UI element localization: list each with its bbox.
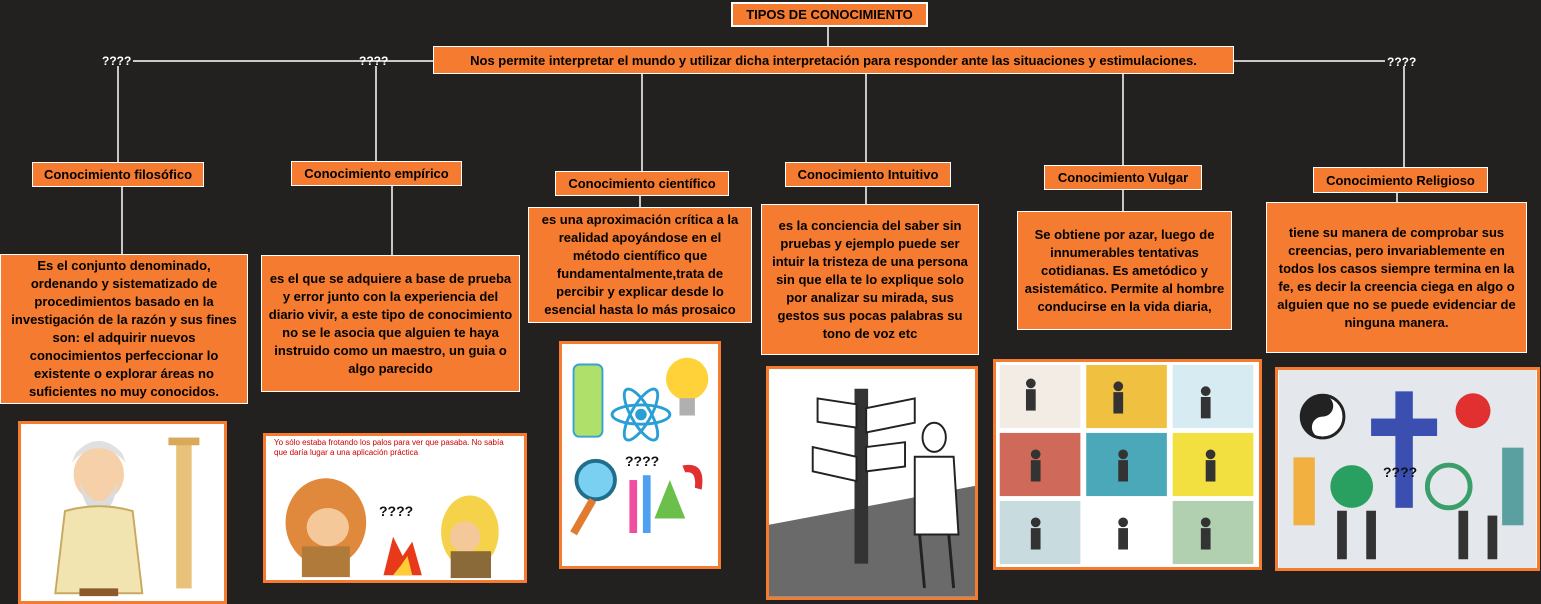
- science-icons-illustration: [559, 341, 721, 569]
- branch-label-right: ????: [1387, 55, 1417, 69]
- description-empirico: es el que se adquiere a base de prueba y error junto con la experiencia del diario vivir, a este tipo de conocimiento no se le asocia que alguien te haya instruido como un maestro, un guia o algo parecido: [261, 255, 520, 392]
- category-intuitivo: Conocimiento Intuitivo: [785, 162, 951, 187]
- cave-people-comic: [263, 433, 527, 583]
- description-intuitivo: es la conciencia del saber sin pruebas y ejemplo puede ser intuir la tristeza de una persona sin que ella te lo explique solo por analizar su mirada, sus gestos sus pocas palabras su tono de voz etc: [761, 204, 979, 355]
- description-vulgar: Se obtiene por azar, luego de innumerables tentativas cotidianas. Es ametódico y asistemático. Permite al hombre conducirse en la vida diaria,: [1017, 211, 1232, 330]
- description-religioso: tiene su manera de comprobar sus creencias, pero invariablemente en todos los casos siempre termina en la fe, es decir la creencia ciega en algo o alguien que no se puede evidenciar de ninguna manera.: [1266, 202, 1527, 353]
- category-filosofico: Conocimiento filosófico: [32, 162, 204, 187]
- image-caption-empirico: ????: [379, 503, 414, 519]
- image-caption-religioso: ????: [1383, 464, 1418, 480]
- daily-life-grid-illustration: [993, 359, 1262, 570]
- category-empirico: Conocimiento empírico: [291, 161, 462, 186]
- comic-speech-text: Yo sólo estaba frotando los palos para ver que pasaba. No sabía que daría lugar a una aplicación práctica: [274, 438, 504, 457]
- branch-label-left: ????: [102, 54, 132, 68]
- category-vulgar: Conocimiento Vulgar: [1044, 165, 1202, 190]
- category-cientifico: Conocimiento científico: [555, 171, 729, 196]
- definition-box: Nos permite interpretar el mundo y utilizar dicha interpretación para responder ante las situaciones y estimulaciones.: [433, 46, 1234, 74]
- philosopher-illustration: [18, 421, 227, 604]
- image-caption-cientifico: ????: [625, 453, 660, 469]
- description-filosofico: Es el conjunto denominado, ordenando y sistematizado de procedimientos basado en la investigación de la razón y sus fines son: el adquirir nuevos conocimientos perfeccionar lo existente o explorar áreas no suficientes no muy conocidos.: [0, 254, 248, 404]
- category-religioso: Conocimiento Religioso: [1313, 167, 1488, 193]
- page-title: TIPOS DE CONOCIMIENTO: [731, 2, 928, 27]
- religions-illustration: [1275, 367, 1540, 571]
- crossroads-signpost-illustration: [766, 366, 978, 600]
- branch-label-middle: ????: [359, 54, 389, 68]
- description-cientifico: es una aproximación crítica a la realidad apoyándose en el método científico que fundamentalmente,trata de percibir y explicar desde lo esencial hasta lo más prosaico: [528, 207, 752, 323]
